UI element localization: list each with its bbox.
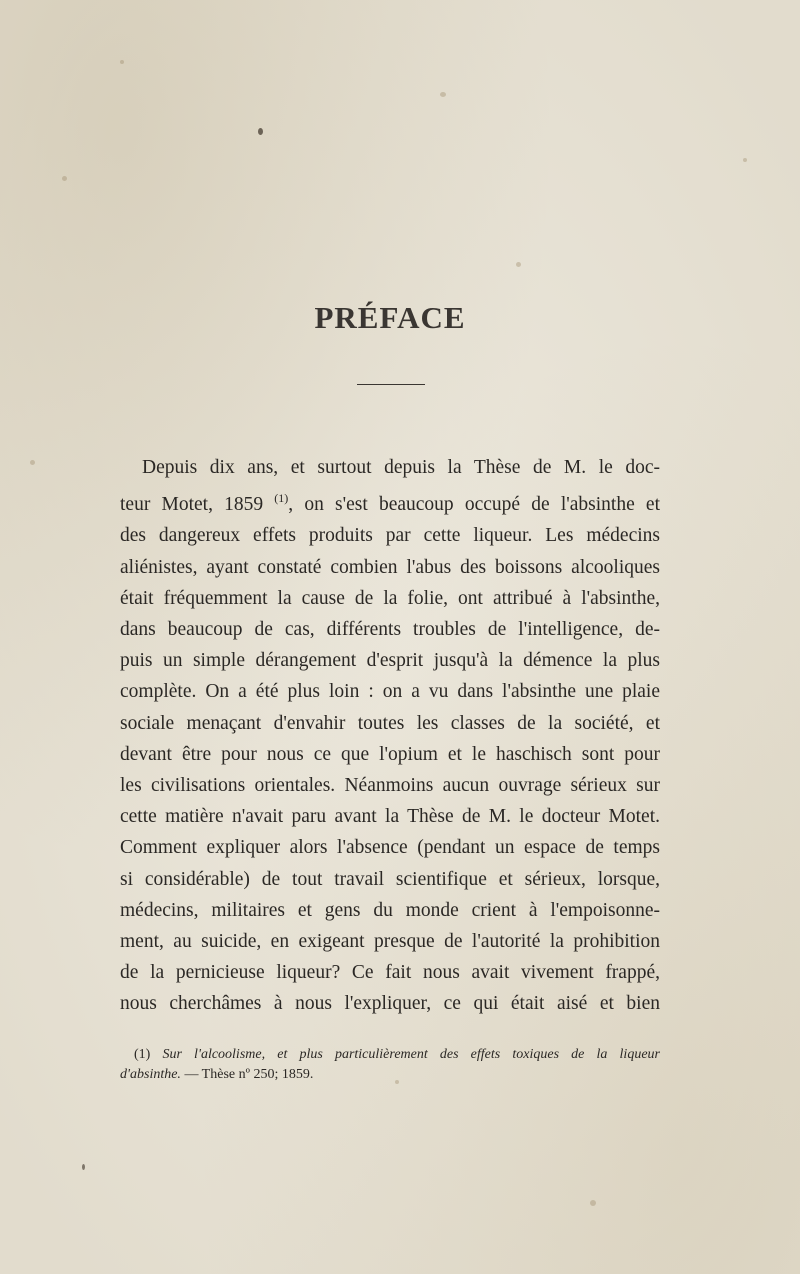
foxing-speck — [120, 60, 124, 64]
foxing-speck — [743, 158, 747, 162]
footnote-title-end: d'absinthe. — [120, 1067, 181, 1082]
foxing-speck — [590, 1200, 596, 1206]
paragraph-line: nous cherchâmes à nous l'expliquer, ce qui était aisé et bien — [120, 993, 660, 1015]
paragraph-line: médecins, militaires et gens du monde crient à l'empoisonne- — [120, 899, 660, 921]
foxing-speck — [258, 128, 263, 135]
paragraph-line-start: teur Motet, 1859 — [120, 494, 275, 516]
paragraph-line: Comment expliquer alors l'absence (pendant un espace de temps — [120, 837, 660, 859]
foxing-speck — [62, 176, 67, 181]
paragraph-line: si considérable) de tout travail scientifique et sérieux, lorsque, — [120, 868, 660, 890]
paragraph-line: cette matière n'avait paru avant la Thèse de M. le docteur Motet. — [120, 806, 660, 828]
paragraph-line: devant être pour nous ce que l'opium et le haschisch sont pour — [120, 743, 660, 765]
paragraph-line-end: , on s'est beaucoup occupé de l'absinthe et — [288, 494, 660, 516]
footnote-line — [120, 1045, 660, 1065]
foxing-speck — [30, 460, 35, 465]
footnote-title: Sur l'alcoolisme, et plus particulièrement des effets toxiques de la liqueur — [162, 1047, 660, 1062]
paragraph-line: ment, au suicide, en exigeant presque de l'autorité la prohibition — [120, 931, 660, 953]
paragraph-line: Depuis dix ans, et surtout depuis la Thèse de M. le doc- — [142, 457, 660, 478]
paragraph-line: puis un simple dérangement d'esprit jusqu'à la démence la plus — [120, 650, 660, 672]
paragraph-line: aliénistes, ayant constaté combien l'abus des boissons alcooliques — [120, 556, 660, 578]
paragraph-line: des dangereux effets produits par cette liqueur. Les médecins — [120, 525, 660, 547]
paragraph-line: complète. On a été plus loin : on a vu dans l'absinthe une plaie — [120, 681, 660, 703]
preface-paragraph — [120, 452, 660, 1020]
paragraph-line: était fréquemment la cause de la folie, ont attribué à l'absinthe, — [120, 587, 660, 609]
paragraph-line-with-footnote-ref — [120, 483, 660, 520]
footnote-reference-detail: — Thèse nº 250; 1859. — [180, 1067, 314, 1082]
paragraph-line: dans beaucoup de cas, différents troubles de l'intelligence, de- — [120, 619, 660, 641]
foxing-speck — [516, 262, 521, 267]
paragraph-line: de la pernicieuse liqueur? Ce fait nous avait vivement frappé, — [120, 962, 660, 984]
page-title: PRÉFACE — [314, 300, 466, 335]
footnote-line — [120, 1065, 660, 1085]
foxing-speck — [82, 1164, 85, 1170]
paragraph-line: sociale menaçant d'envahir toutes les classes de la société, et — [120, 712, 660, 734]
paragraph-line: les civilisations orientales. Néanmoins aucun ouvrage sérieux sur — [120, 775, 660, 797]
footnote — [120, 1045, 660, 1085]
foxing-speck — [440, 92, 446, 97]
footnote-reference: (1) — [274, 491, 289, 506]
title-divider — [357, 384, 425, 385]
footnote-marker: (1) — [134, 1047, 163, 1062]
